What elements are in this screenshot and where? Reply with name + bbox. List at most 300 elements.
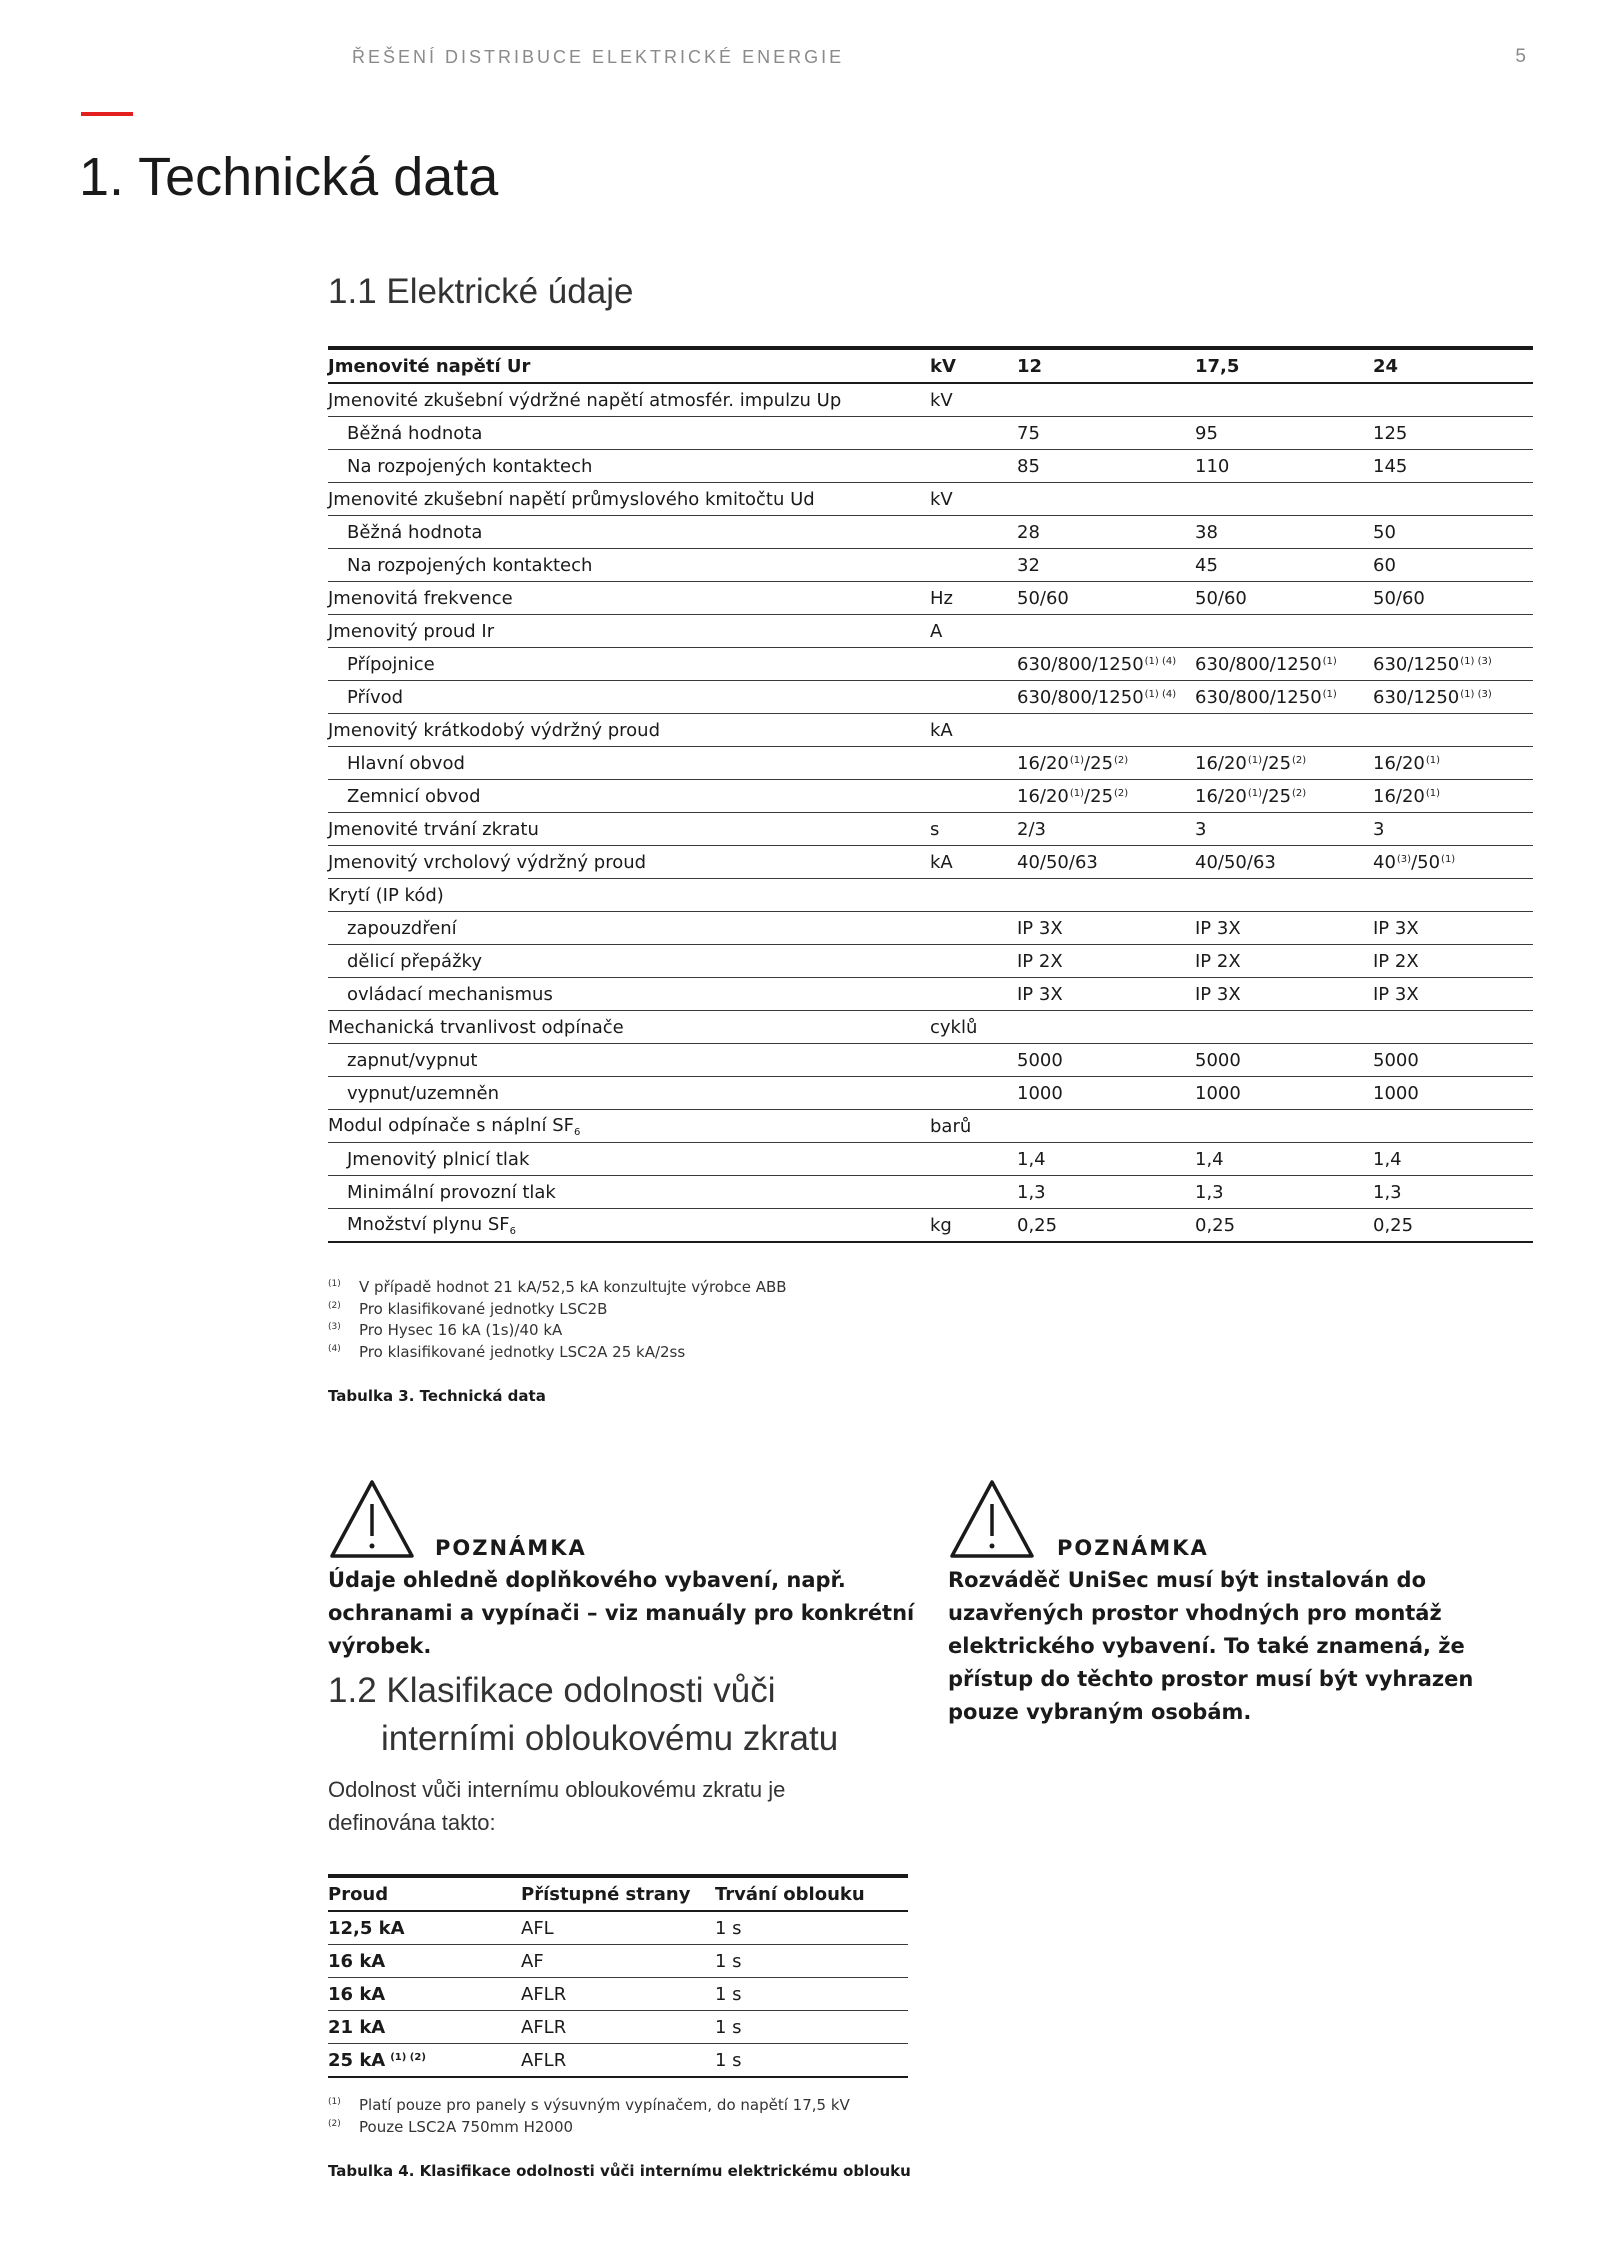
value-part: 40	[1373, 851, 1396, 873]
value-text: 45	[1195, 554, 1218, 576]
row-value-3	[1373, 615, 1533, 648]
table-row	[328, 945, 1533, 978]
value-text: 5000	[1017, 1049, 1063, 1071]
value-text: 50/60	[1017, 587, 1069, 609]
row-unit	[930, 912, 1017, 945]
table-row	[328, 582, 1533, 615]
table-row	[328, 648, 1533, 681]
arc-sides: AFLR	[521, 2011, 715, 2044]
row-unit	[930, 549, 1017, 582]
table-row	[328, 1911, 908, 1945]
row-value-2	[1195, 1077, 1373, 1110]
arc-sides: AFL	[521, 1911, 715, 1945]
table-row	[328, 1945, 908, 1978]
row-value-3	[1373, 912, 1533, 945]
row-unit: kV	[930, 483, 1017, 516]
row-value-1	[1017, 747, 1195, 780]
value-text: 0,25	[1195, 1214, 1236, 1236]
arc-footnote-list	[328, 2095, 911, 2138]
table-row	[328, 2044, 908, 2078]
row-value-3	[1373, 483, 1533, 516]
footnote-ref: (3)	[1396, 853, 1412, 865]
arc-current-text: 12,5 kA	[328, 1917, 405, 1939]
arc-table-caption: Tabulka 4. Klasifikace odolnosti vůči internímu elektrickému oblouku	[328, 2162, 911, 2180]
value-text: 50	[1373, 521, 1396, 543]
accent-bar	[81, 112, 133, 116]
row-param-text: Běžná hodnota	[347, 521, 483, 543]
row-param	[328, 1077, 930, 1110]
arc-current	[328, 2011, 521, 2044]
row-value-1	[1017, 1110, 1195, 1143]
table-row	[328, 747, 1533, 780]
row-value-3	[1373, 846, 1533, 879]
row-value-1	[1017, 1143, 1195, 1176]
row-param	[328, 912, 930, 945]
row-unit	[930, 780, 1017, 813]
arc-current	[328, 2044, 521, 2078]
row-param	[328, 549, 930, 582]
footnote-text: Pro klasifikované jednotky LSC2B	[359, 1299, 608, 1318]
table-row	[328, 1978, 908, 2011]
arc-current-text: 25 kA	[328, 2049, 386, 2071]
arc-sides: AFLR	[521, 2044, 715, 2078]
row-param-text: zapnut/vypnut	[347, 1049, 478, 1071]
spec-table-caption: Tabulka 3. Technická data	[328, 1387, 546, 1405]
row-param-text: Běžná hodnota	[347, 422, 483, 444]
row-param-text: Přívod	[347, 686, 404, 708]
row-param-text: Jmenovité zkušební výdržné napětí atmosfér. impulzu Up	[328, 389, 842, 411]
value-text: IP 3X	[1373, 983, 1419, 1005]
value-text: IP 3X	[1195, 983, 1241, 1005]
row-value-2	[1195, 846, 1373, 879]
table-row	[328, 1011, 1533, 1044]
value-text: 630/1250	[1373, 653, 1460, 675]
row-param	[328, 383, 930, 417]
row-param-text: Na rozpojených kontaktech	[347, 455, 593, 477]
row-value-2	[1195, 681, 1373, 714]
row-param	[328, 945, 930, 978]
footnote-ref: (2)	[1114, 754, 1129, 766]
arc-table-body	[328, 1876, 908, 2077]
table-row	[328, 516, 1533, 549]
footnote-mark: (2)	[328, 1300, 341, 1311]
row-value-1	[1017, 681, 1195, 714]
table-row	[328, 383, 1533, 417]
row-unit	[930, 1077, 1017, 1110]
row-param-subscript: 6	[573, 1126, 581, 1138]
row-value-1	[1017, 383, 1195, 417]
table-row	[328, 1110, 1533, 1143]
row-param	[328, 516, 930, 549]
row-value-1	[1017, 648, 1195, 681]
row-param-text: Na rozpojených kontaktech	[347, 554, 593, 576]
row-param	[328, 582, 930, 615]
row-value-2	[1195, 714, 1373, 747]
row-value-3	[1373, 582, 1533, 615]
row-value-3	[1373, 450, 1533, 483]
value-text: IP 3X	[1195, 917, 1241, 939]
row-param-text: Mechanická trvanlivost odpínače	[328, 1016, 624, 1038]
row-unit: s	[930, 813, 1017, 846]
row-param-text: Jmenovité trvání zkratu	[328, 818, 539, 840]
row-unit	[930, 978, 1017, 1011]
row-value-1	[1017, 846, 1195, 879]
table-row	[328, 1143, 1533, 1176]
arc-duration: 1 s	[715, 2044, 908, 2078]
value-text: 5000	[1373, 1049, 1419, 1071]
footnote	[328, 1342, 787, 1364]
row-param-text: Jmenovitý vrcholový výdržný proud	[328, 851, 647, 873]
row-value-3	[1373, 549, 1533, 582]
row-value-2	[1195, 450, 1373, 483]
arc-current	[328, 1945, 521, 1978]
row-unit: barů	[930, 1110, 1017, 1143]
row-unit	[930, 747, 1017, 780]
arc-current	[328, 1978, 521, 2011]
value-text: 32	[1017, 554, 1040, 576]
row-value-3	[1373, 648, 1533, 681]
table-row	[328, 549, 1533, 582]
value-part: /25	[1084, 752, 1114, 774]
row-value-2	[1195, 879, 1373, 912]
value-text: 630/1250	[1373, 686, 1460, 708]
row-value-3	[1373, 1044, 1533, 1077]
row-value-2	[1195, 483, 1373, 516]
row-value-3	[1373, 813, 1533, 846]
row-value-1	[1017, 615, 1195, 648]
footnote-ref: (1)	[1069, 787, 1085, 799]
value-text: 95	[1195, 422, 1218, 444]
row-value-2	[1195, 1209, 1373, 1243]
table-row	[328, 450, 1533, 483]
row-value-1	[1017, 879, 1195, 912]
row-value-1	[1017, 912, 1195, 945]
row-param-text: Jmenovité zkušební napětí průmyslového kmitočtu Ud	[328, 488, 815, 510]
row-param	[328, 1176, 930, 1209]
value-text: 40/50/63	[1195, 851, 1276, 873]
row-value-1	[1017, 714, 1195, 747]
value-text: 85	[1017, 455, 1040, 477]
value-text: IP 3X	[1373, 917, 1419, 939]
value-text: 28	[1017, 521, 1040, 543]
row-unit	[930, 450, 1017, 483]
note-right-text: Rozváděč UniSec musí být instalován do uzavřených prostor vhodných pro montáž elektrického vybavení. To také znamená, že přístup do těchto prostor musí být vyhrazen pouze vybraným osobám.	[948, 1568, 1474, 1724]
footnote	[328, 2095, 911, 2117]
value-text: 1000	[1017, 1082, 1063, 1104]
row-param	[328, 1044, 930, 1077]
subsection-title-arc-line1: 1.2 Klasifikace odolnosti vůči	[328, 1671, 776, 1710]
row-unit	[930, 516, 1017, 549]
row-value-1	[1017, 945, 1195, 978]
note-left-text: Údaje ohledně doplňkového vybavení, např. ochranami a vypínači – viz manuály pro konkrétní výrobek.	[328, 1568, 915, 1658]
value-part: /25	[1262, 785, 1292, 807]
arc-table	[328, 1874, 908, 2078]
value-text: IP 2X	[1017, 950, 1063, 972]
row-param-text: Krytí (IP kód)	[328, 884, 444, 906]
row-value-2	[1195, 648, 1373, 681]
row-unit	[930, 1044, 1017, 1077]
header-voltage-2: 17,5	[1195, 348, 1373, 383]
row-param	[328, 879, 930, 912]
value-text: 0,25	[1017, 1214, 1058, 1236]
row-unit: kV	[930, 383, 1017, 417]
value-part: 16/20	[1195, 785, 1247, 807]
row-unit	[930, 879, 1017, 912]
running-header: ŘEŠENÍ DISTRIBUCE ELEKTRICKÉ ENERGIE	[352, 47, 845, 67]
value-text: 16/20	[1373, 785, 1425, 807]
value-text: 125	[1373, 422, 1408, 444]
row-value-3	[1373, 1110, 1533, 1143]
row-unit: cyklů	[930, 1011, 1017, 1044]
row-unit: A	[930, 615, 1017, 648]
arc-table-header	[328, 1876, 908, 1911]
value-part: /50	[1411, 851, 1441, 873]
footnote-ref: (1) (4)	[1144, 688, 1177, 700]
table-row	[328, 714, 1533, 747]
table-row	[328, 780, 1533, 813]
value-text: 1,3	[1017, 1181, 1046, 1203]
value-text: 2/3	[1017, 818, 1046, 840]
arc-footnotes	[328, 2095, 911, 2183]
row-unit	[930, 945, 1017, 978]
footnote	[328, 1299, 787, 1321]
row-unit	[930, 1143, 1017, 1176]
row-value-2	[1195, 780, 1373, 813]
value-text: 1000	[1373, 1082, 1419, 1104]
row-param-text: dělicí přepážky	[347, 950, 482, 972]
row-value-1	[1017, 1077, 1195, 1110]
footnote-ref: (2)	[1114, 787, 1129, 799]
note-left-title: POZNÁMKA	[435, 1536, 587, 1560]
row-param-text: Zemnicí obvod	[347, 785, 481, 807]
row-param-text: Přípojnice	[347, 653, 435, 675]
row-value-3	[1373, 945, 1533, 978]
arc-duration: 1 s	[715, 1978, 908, 2011]
footnote-mark: (2)	[328, 2118, 341, 2129]
row-value-1	[1017, 780, 1195, 813]
row-value-2	[1195, 383, 1373, 417]
row-value-3	[1373, 1077, 1533, 1110]
footnote-text: Pro Hysec 16 kA (1s)/40 kA	[359, 1321, 563, 1339]
arc-current-text: 16 kA	[328, 1950, 386, 1972]
row-param-text: Jmenovitý plnicí tlak	[347, 1148, 530, 1170]
value-text: 1,4	[1195, 1148, 1224, 1170]
table-row	[328, 2011, 908, 2044]
value-part: 16/20	[1195, 752, 1247, 774]
row-value-2	[1195, 945, 1373, 978]
value-text: 630/800/1250	[1017, 653, 1144, 675]
arc-sides: AF	[521, 1945, 715, 1978]
row-param-text: Hlavní obvod	[347, 752, 465, 774]
footnote-ref: (1)	[1425, 754, 1441, 766]
footnote-mark: (3)	[328, 1322, 341, 1332]
arc-duration: 1 s	[715, 2011, 908, 2044]
row-param-text: Modul odpínače s náplní SF	[328, 1114, 574, 1136]
arc-duration: 1 s	[715, 1945, 908, 1978]
row-value-3	[1373, 879, 1533, 912]
note-right	[948, 1478, 1538, 1729]
row-param	[328, 483, 930, 516]
arc-sides: AFLR	[521, 1978, 715, 2011]
row-value-2	[1195, 978, 1373, 1011]
arc-lead-text: Odolnost vůči internímu obloukovému zkratu je definována takto:	[328, 1777, 786, 1835]
row-value-1	[1017, 549, 1195, 582]
footnote-mark: (1)	[328, 1279, 341, 1289]
table-row	[328, 813, 1533, 846]
row-value-1	[1017, 1011, 1195, 1044]
row-unit: kg	[930, 1209, 1017, 1243]
row-param	[328, 1110, 930, 1143]
row-param-text: Množství plynu SF	[347, 1213, 510, 1235]
row-value-3	[1373, 714, 1533, 747]
table-row	[328, 417, 1533, 450]
note-right-title: POZNÁMKA	[1057, 1536, 1209, 1560]
header-unit: kV	[930, 348, 1017, 383]
section-title: 1. Technická data	[79, 147, 499, 207]
row-param-text: Minimální provozní tlak	[347, 1181, 556, 1203]
row-value-2	[1195, 813, 1373, 846]
row-value-1	[1017, 1044, 1195, 1077]
row-unit	[930, 417, 1017, 450]
footnote-ref: (2)	[1292, 787, 1307, 799]
footnote-ref: (1) (2)	[390, 2051, 426, 2063]
table-row	[328, 483, 1533, 516]
footnote-ref: (1)	[1441, 853, 1456, 865]
row-param	[328, 978, 930, 1011]
row-value-3	[1373, 978, 1533, 1011]
table-row	[328, 846, 1533, 879]
row-value-3	[1373, 1209, 1533, 1243]
row-param	[328, 417, 930, 450]
table-row	[328, 681, 1533, 714]
arc-current-text: 16 kA	[328, 1983, 386, 2005]
spec-footnotes	[328, 1277, 787, 1408]
spec-table-header	[328, 348, 1533, 383]
row-param	[328, 1209, 930, 1243]
value-text: 110	[1195, 455, 1230, 477]
row-value-3	[1373, 383, 1533, 417]
footnote-ref: (1)	[1247, 787, 1263, 799]
footnote-text: Pouze LSC2A 750mm H2000	[359, 2117, 574, 2136]
footnote-text: Platí pouze pro panely s výsuvným vypínačem, do napětí 17,5 kV	[359, 2096, 850, 2114]
row-param-text: vypnut/uzemněn	[347, 1082, 500, 1104]
row-param	[328, 714, 930, 747]
value-text: 1000	[1195, 1082, 1241, 1104]
value-text: 3	[1195, 818, 1207, 840]
footnote-text: V případě hodnot 21 kA/52,5 kA konzultujte výrobce ABB	[359, 1278, 787, 1296]
header-duration: Trvání oblouku	[715, 1876, 908, 1911]
value-text: 50/60	[1195, 587, 1247, 609]
row-unit	[930, 1176, 1017, 1209]
row-param	[328, 450, 930, 483]
warning-icon	[948, 1478, 1036, 1560]
subsection-title-arc	[328, 1667, 838, 1763]
arc-duration: 1 s	[715, 1911, 908, 1945]
value-text: 16/20	[1373, 752, 1425, 774]
footnote-ref: (2)	[1292, 754, 1307, 766]
footnote-ref: (1)	[1322, 688, 1337, 700]
row-value-2	[1195, 582, 1373, 615]
footnote-ref: (1)	[1322, 655, 1337, 667]
subsection-title-electrical: 1.1 Elektrické údaje	[328, 272, 634, 311]
row-param	[328, 813, 930, 846]
value-text: 5000	[1195, 1049, 1241, 1071]
header-voltage-1: 12	[1017, 348, 1195, 383]
footnote-ref: (1) (3)	[1460, 655, 1492, 667]
row-param	[328, 615, 930, 648]
row-value-2	[1195, 747, 1373, 780]
row-value-2	[1195, 417, 1373, 450]
spec-footnote-list	[328, 1277, 787, 1363]
table-row	[328, 879, 1533, 912]
row-value-3	[1373, 417, 1533, 450]
row-param	[328, 1011, 930, 1044]
value-text: 630/800/1250	[1195, 686, 1322, 708]
footnote	[328, 1277, 787, 1299]
footnote-ref: (1)	[1069, 754, 1085, 766]
spec-table-body	[328, 348, 1533, 1242]
table-row	[328, 912, 1533, 945]
row-value-2	[1195, 615, 1373, 648]
row-value-3	[1373, 1011, 1533, 1044]
row-value-2	[1195, 1143, 1373, 1176]
footnote-ref: (1) (4)	[1144, 655, 1177, 667]
value-text: 3	[1373, 818, 1385, 840]
table-row	[328, 615, 1533, 648]
table-row	[328, 1077, 1533, 1110]
row-param-subscript: 6	[509, 1225, 516, 1237]
row-unit: Hz	[930, 582, 1017, 615]
table-row	[328, 978, 1533, 1011]
header-voltage-3: 24	[1373, 348, 1533, 383]
value-text: IP 3X	[1017, 983, 1063, 1005]
table-row	[328, 1044, 1533, 1077]
row-value-3	[1373, 780, 1533, 813]
arc-current	[328, 1911, 521, 1945]
value-text: 0,25	[1373, 1214, 1414, 1236]
row-value-2	[1195, 549, 1373, 582]
row-param-text: ovládací mechanismus	[347, 983, 553, 1005]
subsection-title-arc-line2: interními obloukovému zkratu	[381, 1719, 839, 1758]
row-param	[328, 648, 930, 681]
value-text: 60	[1373, 554, 1396, 576]
row-value-1	[1017, 516, 1195, 549]
footnote	[328, 2117, 911, 2139]
table-row	[328, 1209, 1533, 1243]
row-value-2	[1195, 1110, 1373, 1143]
row-unit: kA	[930, 714, 1017, 747]
value-text: 40/50/63	[1017, 851, 1098, 873]
row-value-1	[1017, 978, 1195, 1011]
row-value-1	[1017, 417, 1195, 450]
page-number: 5	[1515, 46, 1526, 67]
footnote-mark: (1)	[328, 2097, 341, 2107]
row-param	[328, 846, 930, 879]
value-text: 630/800/1250	[1017, 686, 1144, 708]
row-value-2	[1195, 1011, 1373, 1044]
header-sides: Přístupné strany	[521, 1876, 715, 1911]
footnote-mark: (4)	[328, 1343, 341, 1354]
value-part: 16/20	[1017, 785, 1069, 807]
value-part: /25	[1084, 785, 1114, 807]
value-text: 38	[1195, 521, 1218, 543]
row-unit	[930, 648, 1017, 681]
footnote-ref: (1)	[1425, 787, 1441, 799]
value-text: 75	[1017, 422, 1040, 444]
value-part: /25	[1262, 752, 1292, 774]
row-value-2	[1195, 1176, 1373, 1209]
warning-icon	[328, 1478, 416, 1560]
